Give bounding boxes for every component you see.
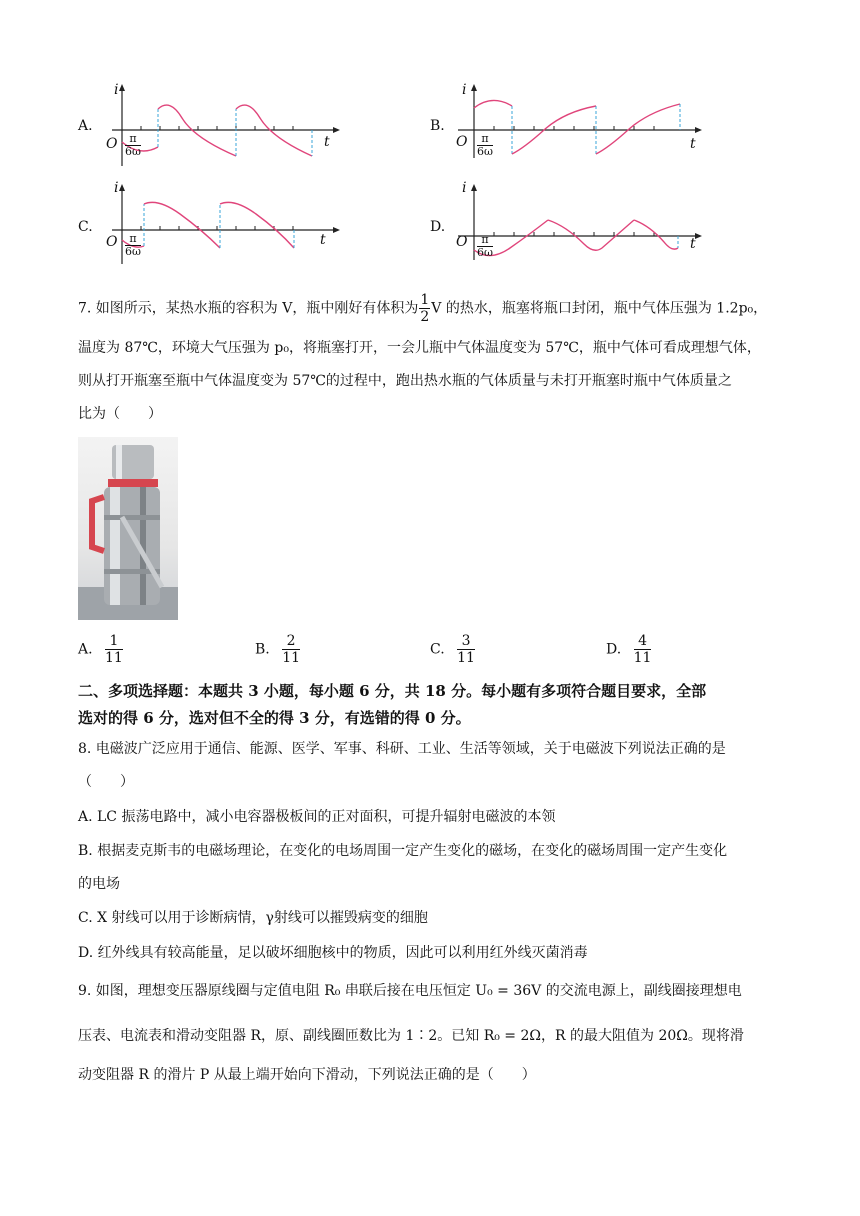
graph-a	[98, 78, 348, 168]
origin-label: O	[456, 234, 468, 250]
q8-option-d: D. 红外线具有较高能量，足以破坏细胞核中的物质，因此可以利用红外线灭菌消毒	[78, 945, 588, 961]
q7-line-2: 温度为 87℃，环境大气压强为 p₀，将瓶塞打开，一会儿瓶中气体温度变为 57℃，瓶中气体可看成理想气体，	[78, 340, 761, 356]
axis-t-label: t	[320, 232, 326, 248]
q8-option-c: C. X 射线可以用于诊断病情，γ射线可以摧毁病变的细胞	[78, 910, 428, 926]
axis-i-label: i	[114, 82, 119, 98]
q8-line-1: 8. 电磁波广泛应用于通信、能源、医学、军事、科研、工业、生活等领域，关于电磁波下列说法正确的是	[78, 741, 726, 757]
section-2-heading-line-1: 二、多项选择题：本题共 3 小题，每小题 6 分，共 18 分。每小题有多项符合题目要求，全部	[78, 682, 707, 700]
origin-label: O	[456, 134, 468, 150]
axis-t-label: t	[690, 236, 696, 252]
thermos-bottle-image	[78, 437, 178, 620]
q8-option-b-line-2: 的电场	[78, 876, 120, 892]
q7-option-d: D. $\frac{4}{11}$	[606, 633, 652, 666]
axis-i-label: i	[114, 180, 119, 196]
graph-c	[98, 178, 348, 268]
option-b-label: B.	[430, 118, 445, 134]
section-2-heading-line-2: 选对的得 6 分，选对但不全的得 3 分，有选错的得 0 分。	[78, 709, 471, 727]
q8-option-a: A. LC 振荡电路中，减小电容器极板间的正对面积，可提升辐射电磁波的本领	[78, 809, 556, 825]
option-c-label: C.	[78, 219, 93, 235]
axis-t-label: t	[690, 136, 696, 152]
q9-line-3: 动变阻器 R 的滑片 P 从最上端开始向下滑动，下列说法正确的是（ ）	[78, 1067, 536, 1083]
origin-label: O	[106, 234, 118, 250]
tick-fraction: $\frac{\pi}{6\omega}$	[477, 132, 493, 158]
axis-i-label: i	[462, 180, 467, 196]
q7-option-b: B. $\frac{2}{11}$	[255, 633, 301, 666]
q7-line-1	[78, 292, 767, 325]
q8-line-2: （ ）	[78, 774, 134, 790]
option-a-label: A.	[78, 118, 93, 134]
q7-line-3: 则从打开瓶塞至瓶中气体温度变为 57℃的过程中，跑出热水瓶的气体质量与未打开瓶塞时瓶中气体质量之	[78, 373, 732, 389]
q7-fraction: $\frac{1}{2}$	[420, 292, 430, 325]
option-d-label: D.	[430, 219, 446, 235]
graph-b	[450, 78, 710, 168]
q9-line-2: 压表、电流表和滑动变阻器 R，原、副线圈匝数比为 1∶2。已知 R₀ = 2Ω，R 的最大阻值为 20Ω。现将滑	[78, 1028, 744, 1044]
axis-i-label: i	[462, 82, 467, 98]
q7-option-a: A. $\frac{1}{11}$	[78, 633, 123, 666]
q7-text-b: V 的热水，瓶塞将瓶口封闭，瓶中气体压强为 1.2p₀，	[431, 300, 768, 317]
q9-line-1: 9. 如图，理想变压器原线圈与定值电阻 R₀ 串联后接在电压恒定 U₀ = 36V 的交流电源上，副线圈接理想电	[78, 983, 742, 999]
q7-line-4: 比为（ ）	[78, 406, 162, 422]
origin-label: O	[106, 136, 118, 152]
q7-option-c: C. $\frac{3}{11}$	[430, 633, 475, 666]
tick-fraction: $\frac{\pi}{6\omega}$	[125, 132, 141, 158]
tick-fraction: $\frac{\pi}{6\omega}$	[477, 233, 493, 259]
q8-option-b-line-1: B. 根据麦克斯韦的电磁场理论，在变化的电场周围一定产生变化的磁场，在变化的磁场周围一定产生变化	[78, 843, 728, 859]
graph-d	[450, 178, 710, 268]
tick-fraction: $\frac{\pi}{6\omega}$	[125, 232, 141, 258]
axis-t-label: t	[324, 134, 330, 150]
q7-text-a: 7. 如图所示，某热水瓶的容积为 V，瓶中刚好有体积为	[78, 300, 419, 317]
